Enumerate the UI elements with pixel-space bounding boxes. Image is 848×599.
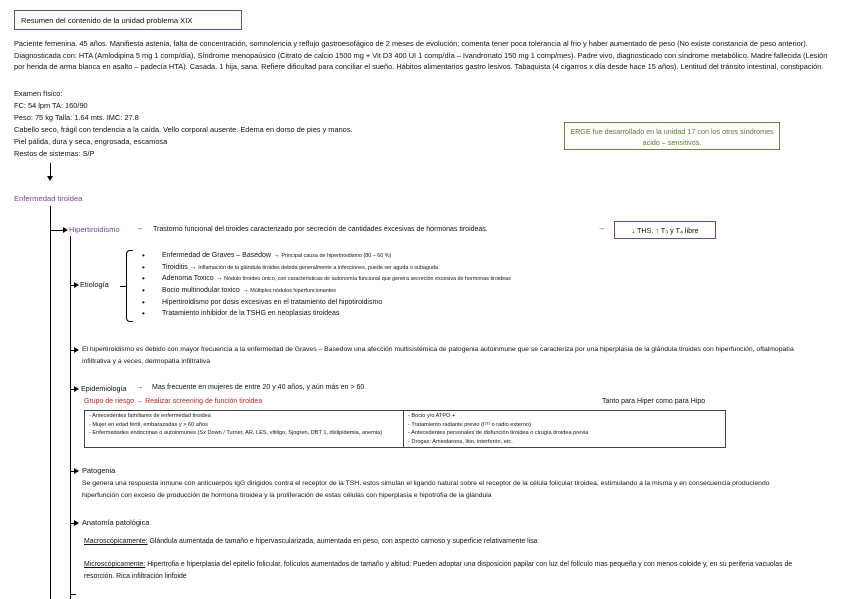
skin-findings: Piel pálida, dura y seca, engrosada, escamosa [14, 137, 168, 146]
graves-text: El hipertiroidismo es debido con mayor frecuencia a la enfermedad de Graves – Basedow una afección multisistémica de patogenia autoinmune que se caracteriza por una hiperplasia de la glándula tiroides con hiperfunción, oftalmopatía infiltrativa y a veces, dermopatía infiltrativa [82, 346, 794, 365]
hipertiroidismo-label: Hipertiroidismo [69, 225, 120, 234]
table-row [85, 411, 726, 448]
tree-line-main [50, 206, 51, 599]
epidemiologia-label: Epidemiología [81, 384, 127, 393]
arrow-right-icon [74, 520, 79, 526]
risk-note: Tanto para Hiper como para Hipo [602, 398, 706, 405]
table-cell: - Bocio y/o ATPO + - Tratamiento radiante previo (I¹³¹ o radio externo) - Antecedentes personales de disfunción tiroidea o cirugía tiroidea previa - Drogas: Amiodarona, litio, interferón, etc. [404, 411, 726, 448]
epidemiologia-text: Mas frecuente en mujeres de entre 20 y 40 años, y aún más en > 60 [152, 384, 365, 391]
etiologia-label: Etiología [80, 280, 109, 289]
list-item: • Tratamiento inhibidor de la TSHG en neoplasias tiroideas [140, 308, 511, 320]
list-item: • Adenoma Toxico → Nódulo tiroideo único, con características de autonomía funcional que genera secreción excesiva de hormonas tiroideas [140, 273, 511, 285]
patogenia-text: Se genera una respuesta inmune con anticuerpos IgG dirigidos contra el receptor de la TSH, estos simulan el ligando natural sobre el receptor de la célula folicular tiroidea, estimulando a la misma y en consecuencia produciendo hiperfunción con exceso de producción de hormona tiroidea y la proliferación de estas células con hiperplasia e hipotrofia de la glándula [82, 480, 770, 499]
erge-note: ERGE fue desarrollado en la unidad 17 con los otros síndromes acido – sensitivos. [564, 122, 780, 150]
risk-table [84, 410, 726, 448]
section-title: Enfermedad tiroidea [14, 194, 83, 203]
systems-review: Restos de sistemas: S/P [14, 149, 95, 158]
arrow-down-icon [47, 176, 53, 181]
anatomia-label: Anatomía patológica [82, 518, 150, 527]
exam-label: Examen físico: [14, 89, 63, 98]
arrow-right-icon: → [598, 225, 605, 232]
page-title: Resumen del contenido de la unidad problema XIX [14, 10, 242, 30]
arrow-right-icon [74, 347, 79, 353]
list-item: • Tiroiditis → Inflamación de la glándula tiroides debida generalmente a infecciones, puede ser aguda o subaguda [140, 262, 511, 274]
macro-text: Macroscópicamente: Glándula aumentada de tamaño e hipervascularizada, aumentada en peso, con aspecto carnoso y superficie relativamente lisa [84, 538, 538, 545]
brace [126, 250, 133, 322]
connector-line [50, 163, 51, 177]
connector-line [50, 230, 64, 231]
list-item: • Bocio multinodular toxico → Múltiples nódulos hiperfuncionantes [140, 285, 511, 297]
case-paragraph: Paciente femenina. 45 años. Manifiesta astenia, falta de concentración, somnolencia y reflujo gastroesofágico de 2 meses de evolución; comenta tener poca tolerancia al frio y haber aumentado de peso (No existe constancia de peso anterior). Diagnosticada con: HTA (Amlodipina 5 mg 1 comp/día), Síndrome menopaúsico (Citrato de calcio 1500 mg + Vit D3 400 UI 1 comp/día – Ivandronato 150 mg 1 comp/mes). Padre vivo, diagnosticado con síndrome metabólico. Madre fallecida (Lesión por herida de arma blanca en asalto – padecía HTA). Casada. 1 hija, sana. Refiere dificultad para conciliar el sueño. Hábitos alimentarios gastro lesivos. Tabaquista (4 cigarros x día desde hace 15 años). Lentitud del tránsito intestinal, constipación. [14, 39, 828, 72]
arrow-right-icon [74, 282, 79, 288]
arrow-right-icon [63, 227, 68, 233]
arrow-right-icon [74, 386, 79, 392]
table-cell: - Antecedentes familiares de enfermedad tiroidea - Mujer en edad fértil, embarazadas y > 60 años - Enfermedades endocrinas o autoinmunes (Sx Down / Turner, AR, LES, vitiligo, Sjogren, DBT 1, dislipidemia, anemia) [85, 411, 404, 448]
list-item: • Enfermedad de Graves – Basedow → Principal causa de hipertiroidismo (80 – 60 %) [140, 250, 511, 262]
etiologia-list [140, 250, 511, 320]
arrow-right-icon [74, 468, 79, 474]
vitals-fc: FC: 54 lpm TA: 160/90 [14, 101, 88, 110]
micro-text: Microscópicamente: Hipertrofia e hiperplasia del epitelio folicular, folículos aumentados de tamaño y altitud. Pueden adoptar una disposición papilar con luz del folículo mas pequeña y con menos coloide y, en su periferia vacuolas de resorción. Rica infiltración linfoide [84, 561, 793, 580]
tree-line-sub [70, 236, 71, 599]
connector-line [70, 594, 76, 595]
list-item: • Hipertiroidismo por dosis excesivas en el tratamiento del hipotiroidismo [140, 297, 511, 309]
brace-tick [120, 286, 126, 287]
vitals-peso: Peso: 75 kg Talla: 1.64 mts. IMC: 27.8 [14, 113, 139, 122]
arrow-right-icon: → [136, 225, 143, 232]
arrow-right-icon: → [136, 384, 143, 391]
patogenia-label: Patogenia [82, 466, 116, 475]
hiper-definition: Trastorno funcional del tiroides caracterizado por secreción de cantidades excesivas de hormonas tiroideas. [153, 226, 488, 233]
labs-box: ↓ THS. ↑ T₃ y T₄ libre [614, 221, 716, 239]
risk-group-label: Grupo de riesgo → Realizar screening de función tiroidea [84, 398, 263, 405]
hair-findings: Cabello seco, frágil con tendencia a la caída. Vello corporal ausente. Edema en dorso de pies y manos. [14, 125, 353, 134]
